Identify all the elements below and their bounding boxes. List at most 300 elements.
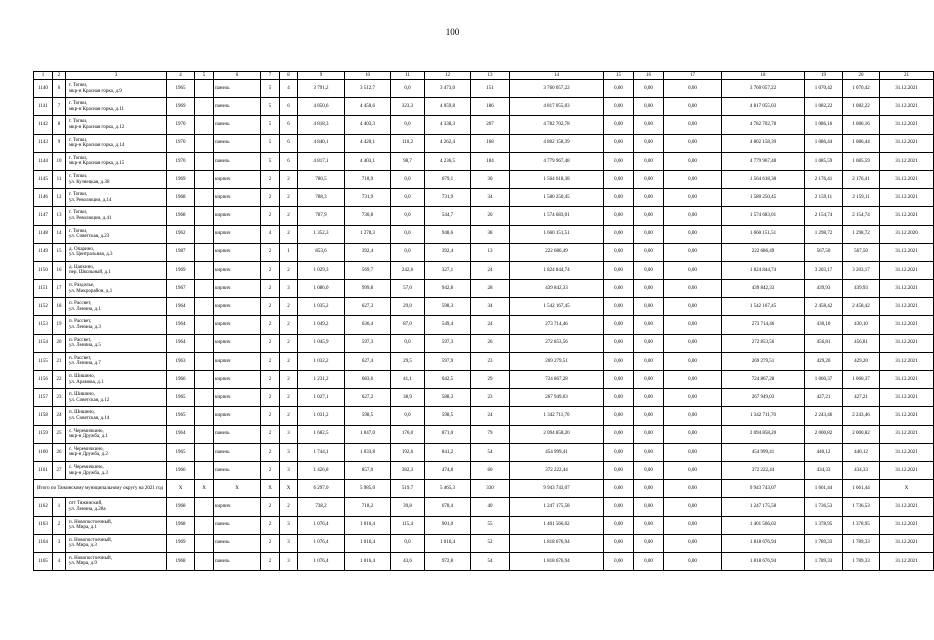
- table-cell: 2 243,46: [843, 407, 880, 425]
- table-cell: 0,00: [664, 316, 722, 334]
- table-cell: 5 985,0: [345, 480, 391, 498]
- table-row: [34, 152, 934, 170]
- table-cell: 0,00: [634, 498, 664, 516]
- table-cell: 1164: [34, 534, 53, 552]
- table-cell: 13: [53, 207, 66, 225]
- table-cell: 31.12.2021: [880, 552, 934, 570]
- table-cell: 1 660 151,51: [722, 225, 805, 243]
- table-cell: 544,7: [425, 207, 471, 225]
- table-cell: 1 085,59: [843, 152, 880, 170]
- table-cell: 1 247 175,58: [510, 498, 604, 516]
- table-cell: 519,7: [391, 480, 425, 498]
- table-row: [34, 425, 934, 443]
- table-cell: 31.12.2021: [880, 243, 934, 261]
- table-row: [34, 98, 934, 116]
- table-cell: 1 070,42: [843, 80, 880, 98]
- table-cell: 0,00: [634, 534, 664, 552]
- address-cell: с. Черемичкино, мкр-н Дружба, д.3: [66, 461, 167, 479]
- table-cell: 0,00: [664, 207, 722, 225]
- table-cell: 1966: [167, 371, 195, 389]
- header-cell: 2: [53, 72, 66, 80]
- table-cell: кирпич: [214, 352, 261, 370]
- table-cell: 430,10: [805, 316, 843, 334]
- table-cell: 0,00: [634, 480, 664, 498]
- table-cell: 972,8: [425, 552, 471, 570]
- table-cell: 3: [280, 280, 298, 298]
- table-cell: 1 564 618,38: [722, 170, 805, 188]
- table-cell: 454 999,41: [510, 443, 604, 461]
- table-cell: 273 714,46: [510, 316, 604, 334]
- table-cell: 1 789,33: [805, 534, 843, 552]
- table-cell: 5: [261, 80, 280, 98]
- table-cell: 31.12.2021: [880, 407, 934, 425]
- table-cell: 780,5: [298, 170, 345, 188]
- table-cell: [195, 189, 214, 207]
- table-cell: [195, 498, 214, 516]
- table-cell: 5 465,3: [425, 480, 471, 498]
- table-cell: 0,00: [634, 334, 664, 352]
- table-cell: 1968: [167, 207, 195, 225]
- table-cell: 1 580 250,45: [510, 189, 604, 207]
- table-cell: 1964: [167, 316, 195, 334]
- table-cell: 2 159,11: [805, 189, 843, 207]
- table-cell: 456,81: [843, 334, 880, 352]
- table-cell: панель: [214, 534, 261, 552]
- table-cell: 2: [261, 443, 280, 461]
- table-cell: 1141: [34, 98, 53, 116]
- table-cell: 168: [471, 134, 510, 152]
- address-cell: п. Новопостоечный, ул. Мира, д.1: [66, 516, 167, 534]
- table-cell: 0,00: [634, 371, 664, 389]
- table-cell: 2: [261, 352, 280, 370]
- table-row: [34, 534, 934, 552]
- table-row: [34, 352, 934, 370]
- table-cell: 429,20: [805, 352, 843, 370]
- table-cell: 0,00: [634, 461, 664, 479]
- table-cell: 0,00: [604, 170, 634, 188]
- address-cell: п. Рассвет, ул. Ленина, д.7: [66, 352, 167, 370]
- table-cell: панель: [214, 152, 261, 170]
- table-cell: 192,6: [391, 443, 425, 461]
- table-cell: [195, 371, 214, 389]
- table-cell: 4 236,5: [425, 152, 471, 170]
- table-row: [34, 134, 934, 152]
- table-cell: 1 818 676,94: [510, 534, 604, 552]
- table-cell: 1 660 151,51: [510, 225, 604, 243]
- table-cell: 1 661,44: [843, 480, 880, 498]
- table-cell: 3 760 057,22: [510, 80, 604, 98]
- table-cell: 6: [280, 134, 298, 152]
- total-label: Итого по Тяжинскому муниципальному округу на 2021 год: [34, 480, 167, 498]
- table-cell: панель: [214, 116, 261, 134]
- table-cell: 4 817 055,03: [510, 98, 604, 116]
- table-cell: 2: [280, 207, 298, 225]
- table-cell: 15: [53, 243, 66, 261]
- table-cell: 19: [53, 316, 66, 334]
- table-cell: 55: [471, 516, 510, 534]
- table-cell: 0,00: [634, 116, 664, 134]
- table-cell: 392,4: [425, 243, 471, 261]
- table-cell: 176,0: [391, 425, 425, 443]
- table-cell: 17: [53, 280, 66, 298]
- table-cell: [195, 98, 214, 116]
- table-cell: 1140: [34, 80, 53, 98]
- table-cell: 1143: [34, 134, 53, 152]
- table-cell: 0,00: [604, 552, 634, 570]
- table-cell: 6: [280, 116, 298, 134]
- table-cell: 429,20: [843, 352, 880, 370]
- table-row: [34, 516, 934, 534]
- table-cell: [195, 516, 214, 534]
- address-cell: п. Рассвет, ул. Ленина, д.5: [66, 334, 167, 352]
- table-cell: 1 352,3: [298, 225, 345, 243]
- table-cell: 1 016,4: [345, 552, 391, 570]
- table-cell: 207: [471, 116, 510, 134]
- table-cell: 1149: [34, 243, 53, 261]
- table-cell: 474,8: [425, 461, 471, 479]
- table-cell: 1 824 844,74: [510, 261, 604, 279]
- table-cell: 1969: [167, 534, 195, 552]
- table-cell: 731,9: [425, 189, 471, 207]
- table-cell: [195, 280, 214, 298]
- table-cell: 0,00: [634, 152, 664, 170]
- table-cell: 1 789,33: [843, 534, 880, 552]
- table-cell: 60: [471, 461, 510, 479]
- table-cell: 0,00: [664, 552, 722, 570]
- table-cell: 327,1: [425, 261, 471, 279]
- table-cell: 0,00: [634, 352, 664, 370]
- header-cell: 15: [604, 72, 634, 80]
- table-cell: 0,00: [664, 189, 722, 207]
- table-cell: 1 086,0: [298, 280, 345, 298]
- table-cell: 678,4: [425, 498, 471, 516]
- table-cell: 2: [261, 552, 280, 570]
- table-cell: 1147: [34, 207, 53, 225]
- address-cell: с. Черемичкино, мкр-н Дружба, д.1: [66, 425, 167, 443]
- table-cell: 0,00: [664, 243, 722, 261]
- table-cell: 0,00: [634, 443, 664, 461]
- table-cell: 323,3: [391, 98, 425, 116]
- table-cell: 9 943 743,07: [510, 480, 604, 498]
- table-cell: [195, 207, 214, 225]
- table-cell: 23: [471, 352, 510, 370]
- table-row: [34, 225, 934, 243]
- table-cell: 730,8: [345, 207, 391, 225]
- table-row: [34, 334, 934, 352]
- table-cell: 2: [280, 407, 298, 425]
- table-cell: 1968: [167, 498, 195, 516]
- table-cell: 2: [280, 170, 298, 188]
- table-cell: 40: [471, 498, 510, 516]
- table-cell: 627,3: [345, 298, 391, 316]
- table-cell: 1964: [167, 334, 195, 352]
- table-cell: 3: [53, 534, 66, 552]
- table-cell: 738,2: [298, 498, 345, 516]
- table-cell: 26: [53, 443, 66, 461]
- table-cell: 857,0: [345, 461, 391, 479]
- table-row: [34, 261, 934, 279]
- table-cell: 4 338,3: [425, 116, 471, 134]
- table-row: [34, 461, 934, 479]
- table-cell: 627,4: [345, 352, 391, 370]
- table-cell: 598,5: [425, 407, 471, 425]
- table-cell: 0,0: [391, 225, 425, 243]
- table-cell: 1156: [34, 371, 53, 389]
- address-cell: г. Топки, мкр-н Красная горка, д.15: [66, 152, 167, 170]
- table-cell: 1157: [34, 389, 53, 407]
- table-cell: 4 840,1: [298, 134, 345, 152]
- table-cell: 273 714,46: [722, 316, 805, 334]
- table-cell: 1: [280, 243, 298, 261]
- table-cell: 0,00: [604, 425, 634, 443]
- table-cell: 1 744,1: [298, 443, 345, 461]
- table-cell: 1 082,22: [843, 98, 880, 116]
- table-cell: 0,0: [391, 116, 425, 134]
- table-row: [34, 407, 934, 425]
- table-cell: 38: [471, 225, 510, 243]
- table-cell: 3 203,17: [843, 261, 880, 279]
- table-cell: 1969: [167, 98, 195, 116]
- table-cell: 0,00: [664, 170, 722, 188]
- table-cell: 440,12: [843, 443, 880, 461]
- table-cell: кирпич: [214, 334, 261, 352]
- table-cell: 26: [471, 334, 510, 352]
- header-cell: 19: [805, 72, 843, 80]
- table-cell: 0,00: [664, 152, 722, 170]
- table-cell: 269 279,51: [722, 352, 805, 370]
- table-cell: 31.12.2021: [880, 316, 934, 334]
- table-cell: 1161: [34, 461, 53, 479]
- address-cell: п. Рассвет, ул. Ленина, д.1: [66, 298, 167, 316]
- table-cell: 2: [280, 334, 298, 352]
- table-cell: 272 853,56: [722, 334, 805, 352]
- table-cell: 0,00: [634, 134, 664, 152]
- table-cell: 948,6: [425, 225, 471, 243]
- table-cell: [195, 316, 214, 334]
- table-cell: 41,1: [391, 371, 425, 389]
- table-cell: 1 033,8: [345, 443, 391, 461]
- table-cell: 0,00: [604, 116, 634, 134]
- address-cell: г. Топки, мкр-н Красная горка, д.9: [66, 80, 167, 98]
- table-cell: 242,6: [391, 261, 425, 279]
- table-cell: 0,00: [604, 261, 634, 279]
- table-cell: 3: [280, 425, 298, 443]
- table-cell: 12: [53, 189, 66, 207]
- table-cell: панель: [214, 461, 261, 479]
- table-cell: 430,10: [843, 316, 880, 334]
- table-cell: 1 086,44: [843, 134, 880, 152]
- table-cell: кирпич: [214, 225, 261, 243]
- table-cell: 1968: [167, 189, 195, 207]
- table-cell: 1969: [167, 261, 195, 279]
- table-cell: 439 842,33: [722, 280, 805, 298]
- table-cell: 23: [471, 389, 510, 407]
- table-cell: 0,00: [664, 498, 722, 516]
- table-cell: 3: [280, 516, 298, 534]
- table-cell: 1151: [34, 280, 53, 298]
- table-cell: [195, 534, 214, 552]
- table-cell: 2: [280, 261, 298, 279]
- address-cell: г. Топки, мкр-н Красная горка, д.14: [66, 134, 167, 152]
- table-cell: 4 059,8: [425, 98, 471, 116]
- table-cell: 7: [53, 98, 66, 116]
- table-cell: 0,00: [604, 498, 634, 516]
- table-cell: 6 297,0: [298, 480, 345, 498]
- table-cell: 1 032,2: [298, 352, 345, 370]
- table-cell: 718,2: [345, 498, 391, 516]
- table-cell: 31.12.2021: [880, 80, 934, 98]
- table-cell: 2: [53, 516, 66, 534]
- table-cell: 1144: [34, 152, 53, 170]
- table-cell: 1146: [34, 189, 53, 207]
- table-cell: 1 426,8: [298, 461, 345, 479]
- table-cell: [195, 389, 214, 407]
- table-cell: 39,8: [391, 498, 425, 516]
- table-cell: 0,00: [604, 225, 634, 243]
- table-cell: 1 789,33: [843, 552, 880, 570]
- table-row: [34, 116, 934, 134]
- table-cell: кирпич: [214, 243, 261, 261]
- table-cell: 151: [471, 80, 510, 98]
- table-cell: 1965: [167, 80, 195, 98]
- table-cell: 2: [261, 407, 280, 425]
- table-cell: 1 035,2: [298, 298, 345, 316]
- table-cell: 2: [261, 516, 280, 534]
- address-cell: пгт Тяжинский, ул. Ленина, д.28а: [66, 498, 167, 516]
- table-cell: 5: [261, 152, 280, 170]
- table-cell: 724 867,28: [722, 371, 805, 389]
- table-cell: 1 060,37: [843, 371, 880, 389]
- table-cell: 1987: [167, 243, 195, 261]
- table-cell: 31.12.2021: [880, 352, 934, 370]
- table-cell: 1 580 250,45: [722, 189, 805, 207]
- table-cell: 434,33: [843, 461, 880, 479]
- table-cell: 853,6: [298, 243, 345, 261]
- table-cell: 567,50: [843, 243, 880, 261]
- table-cell: 1152: [34, 298, 53, 316]
- table-cell: 29,0: [391, 298, 425, 316]
- table-cell: кирпич: [214, 170, 261, 188]
- table-cell: 1 574 683,01: [722, 207, 805, 225]
- table-cell: 0,00: [604, 371, 634, 389]
- table-cell: 0,0: [391, 534, 425, 552]
- table-cell: 1 378,95: [843, 516, 880, 534]
- table-cell: 0,00: [604, 461, 634, 479]
- table-cell: 901,0: [425, 516, 471, 534]
- table-cell: 1 342 711,70: [510, 407, 604, 425]
- table-cell: 1 342 711,70: [722, 407, 805, 425]
- table-cell: 0,0: [391, 407, 425, 425]
- table-row: [34, 80, 934, 98]
- address-cell: п. Шишино, ул. Арамова, д.1: [66, 371, 167, 389]
- table-cell: 1964: [167, 425, 195, 443]
- table-cell: 28: [471, 280, 510, 298]
- table-cell: 2 094 858,20: [722, 425, 805, 443]
- table-cell: 31.12.2021: [880, 443, 934, 461]
- table-cell: 269 279,51: [510, 352, 604, 370]
- table-cell: [195, 134, 214, 152]
- table-cell: 2 154,74: [843, 207, 880, 225]
- table-cell: 1 542 167,45: [510, 298, 604, 316]
- table-cell: 0,00: [604, 207, 634, 225]
- table-header-row: [34, 72, 934, 80]
- table-cell: 724 867,28: [510, 371, 604, 389]
- table-cell: 0,00: [664, 116, 722, 134]
- table-cell: 18: [53, 298, 66, 316]
- table-cell: 598,5: [345, 407, 391, 425]
- table-cell: 1 049,2: [298, 316, 345, 334]
- table-cell: 0,00: [664, 334, 722, 352]
- table-cell: 38,9: [391, 389, 425, 407]
- table-cell: 0,00: [634, 407, 664, 425]
- table-cell: 4 802 158,39: [722, 134, 805, 152]
- table-cell: 0,00: [634, 389, 664, 407]
- table-cell: 642,5: [425, 371, 471, 389]
- table-cell: [195, 116, 214, 134]
- address-cell: п. Рассвет, ул. Ленина, д.3: [66, 316, 167, 334]
- table-cell: 2: [261, 189, 280, 207]
- address-cell: п. Раздолье, ул. Микрорайон, д.1: [66, 280, 167, 298]
- table-cell: 0,00: [664, 80, 722, 98]
- table-cell: 4 782 702,78: [722, 116, 805, 134]
- table-cell: 0,00: [634, 170, 664, 188]
- table-cell: 21: [53, 352, 66, 370]
- table-cell: 0,00: [664, 298, 722, 316]
- table-cell: 31.12.2021: [880, 371, 934, 389]
- table-cell: 110,2: [391, 134, 425, 152]
- table-cell: 1 086,16: [843, 116, 880, 134]
- table-cell: 10: [53, 152, 66, 170]
- table-cell: 456,81: [805, 334, 843, 352]
- table-cell: [195, 334, 214, 352]
- table-cell: 0,00: [634, 552, 664, 570]
- table-row: [34, 371, 934, 389]
- table-cell: 1 076,4: [298, 534, 345, 552]
- total-row: [34, 480, 934, 498]
- table-cell: 0,0: [391, 80, 425, 98]
- table-cell: 597,9: [425, 352, 471, 370]
- table-cell: 4 403,1: [345, 152, 391, 170]
- table-cell: 27: [53, 461, 66, 479]
- table-cell: 24: [53, 407, 66, 425]
- table-cell: 382,3: [391, 461, 425, 479]
- table-cell: 24: [471, 316, 510, 334]
- table-row: [34, 170, 934, 188]
- table-cell: [195, 552, 214, 570]
- table-cell: 0,00: [604, 152, 634, 170]
- table-cell: 0,00: [634, 425, 664, 443]
- table-cell: [195, 225, 214, 243]
- table-cell: 0,00: [634, 207, 664, 225]
- table-cell: 2: [261, 334, 280, 352]
- table-cell: 11: [53, 170, 66, 188]
- table-cell: 731,9: [345, 189, 391, 207]
- table-cell: 222 686,49: [510, 243, 604, 261]
- table-cell: 1145: [34, 170, 53, 188]
- address-cell: г. Топки, ул. Революции, д.14: [66, 189, 167, 207]
- table-cell: [195, 407, 214, 425]
- table-cell: 34: [471, 189, 510, 207]
- table-cell: 2 458,42: [843, 298, 880, 316]
- table-cell: 0,00: [604, 298, 634, 316]
- table-cell: 2: [280, 189, 298, 207]
- table-cell: [195, 461, 214, 479]
- table-cell: 31.12.2021: [880, 170, 934, 188]
- table-cell: кирпич: [214, 407, 261, 425]
- table-cell: 267 949,03: [510, 389, 604, 407]
- table-cell: 0,00: [604, 334, 634, 352]
- table-cell: 5: [261, 116, 280, 134]
